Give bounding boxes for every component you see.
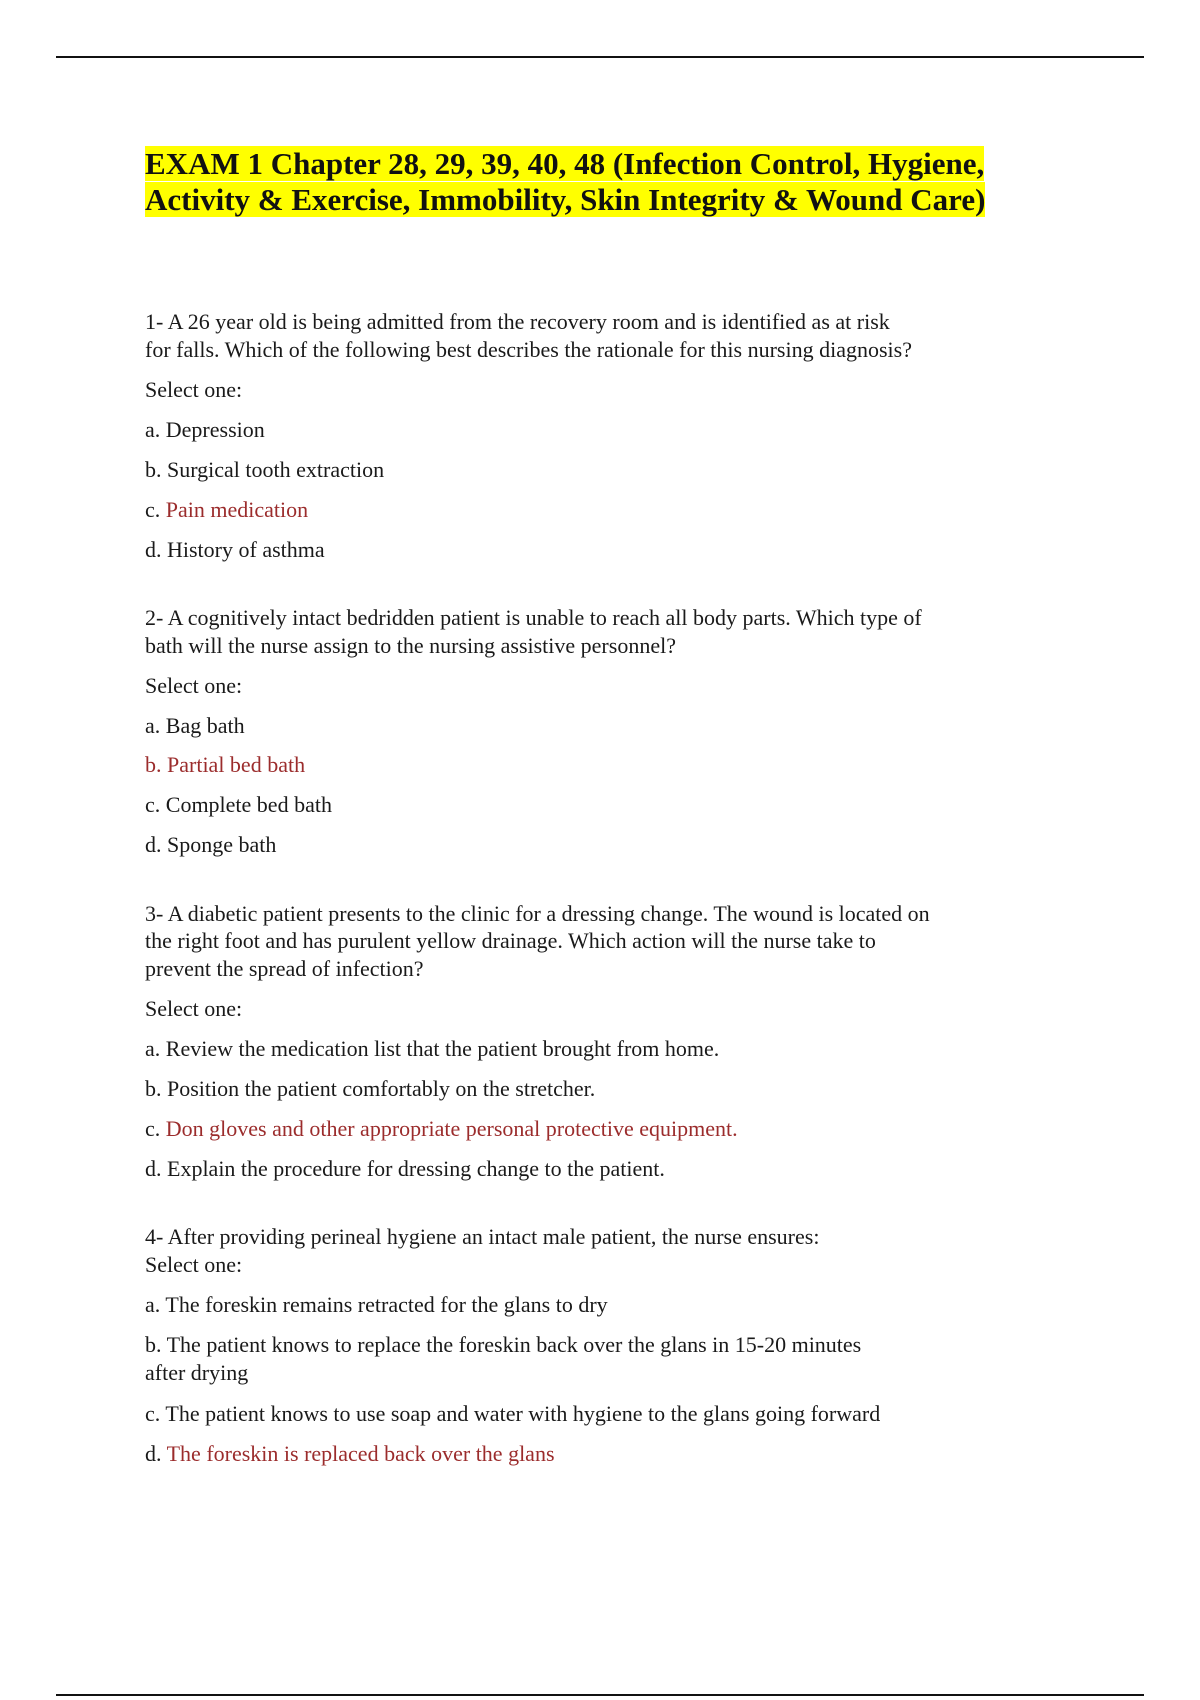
q3-option-d (145, 1155, 665, 1183)
q4-option-b (145, 1331, 861, 1359)
q1-stem-line1: 1- A 26 year old is being admitted from the recovery room and is identified as at risk (145, 309, 890, 334)
q1-option-c-correct (145, 496, 308, 524)
q1-option-d (145, 536, 325, 564)
option-letter: a. (145, 1036, 161, 1061)
option-letter: d. (145, 1156, 162, 1181)
q2-option-a (145, 712, 245, 740)
q3-stem-line2: the right foot and has purulent yellow drainage. Which action will the nurse take to (145, 928, 876, 953)
option-text: The foreskin is replaced back over the glans (166, 1441, 555, 1466)
option-letter: c. (145, 1116, 161, 1141)
option-text: The patient knows to replace the foreskin back over the glans in 15-20 minutes (166, 1332, 862, 1357)
option-letter: d. (145, 1441, 162, 1466)
option-text: Review the medication list that the patient brought from home. (165, 1036, 720, 1061)
option-text: The patient knows to use soap and water with hygiene to the glans going forward (165, 1401, 881, 1426)
q2-option-d (145, 831, 276, 859)
header-rule (56, 56, 1144, 58)
q4-option-c (145, 1400, 880, 1428)
option-letter: a. (145, 1292, 161, 1317)
title-highlight: EXAM 1 Chapter 28, 29, 39, 40, 48 (Infection Control, Hygiene, Activity & Exercise, Immobility, Skin Integrity & Wound Care) (145, 146, 986, 217)
option-text: Partial bed bath (167, 752, 306, 777)
option-letter: c. (145, 1401, 161, 1426)
option-text: Bag bath (165, 713, 245, 738)
q4-option-b-continuation: after drying (145, 1360, 249, 1385)
q4-option-d-correct (145, 1440, 555, 1468)
option-text: Don gloves and other appropriate personal protective equipment. (165, 1116, 738, 1141)
option-text: Sponge bath (167, 832, 277, 857)
q4-stem-line1: 4- After providing perineal hygiene an intact male patient, the nurse ensures: (145, 1224, 820, 1249)
q3-option-c-correct (145, 1115, 738, 1143)
option-text: History of asthma (167, 537, 325, 562)
q1-option-a (145, 416, 265, 444)
option-text: Surgical tooth extraction (167, 457, 385, 482)
option-letter: d. (145, 537, 162, 562)
q2-option-b-correct (145, 751, 305, 779)
q1-prompt: Select one: (145, 377, 243, 402)
option-letter: c. (145, 792, 161, 817)
option-letter: c. (145, 497, 161, 522)
q2-option-c (145, 791, 332, 819)
q3-option-a (145, 1035, 719, 1063)
option-text: Position the patient comfortably on the stretcher. (167, 1076, 596, 1101)
footer-rule (56, 1694, 1144, 1696)
option-letter: b. (145, 1332, 162, 1357)
option-letter: b. (145, 457, 162, 482)
q3-stem-line3: prevent the spread of infection? (145, 956, 424, 981)
q2-stem-line2: bath will the nurse assign to the nursing assistive personnel? (145, 633, 676, 658)
option-text: The foreskin remains retracted for the glans to dry (165, 1292, 608, 1317)
option-letter: a. (145, 713, 161, 738)
option-letter: b. (145, 1076, 162, 1101)
q1-option-b (145, 456, 384, 484)
q3-stem-line1: 3- A diabetic patient presents to the clinic for a dressing change. The wound is located on (145, 901, 930, 926)
q4-prompt: Select one: (145, 1252, 243, 1277)
option-letter: a. (145, 417, 161, 442)
option-letter: d. (145, 832, 162, 857)
option-text: Pain medication (165, 497, 309, 522)
option-text: Depression (165, 417, 265, 442)
document-title (145, 146, 1045, 218)
q2-stem-line1: 2- A cognitively intact bedridden patient is unable to reach all body parts. Which type of (145, 605, 922, 630)
q3-option-b (145, 1075, 595, 1103)
q2-prompt: Select one: (145, 673, 243, 698)
option-text: Explain the procedure for dressing change to the patient. (167, 1156, 665, 1181)
q3-prompt: Select one: (145, 996, 243, 1021)
option-text: Complete bed bath (165, 792, 332, 817)
option-letter: b. (145, 752, 162, 777)
q4-option-a (145, 1291, 608, 1319)
q1-stem-line2: for falls. Which of the following best describes the rationale for this nursing diagnosis? (145, 337, 912, 362)
